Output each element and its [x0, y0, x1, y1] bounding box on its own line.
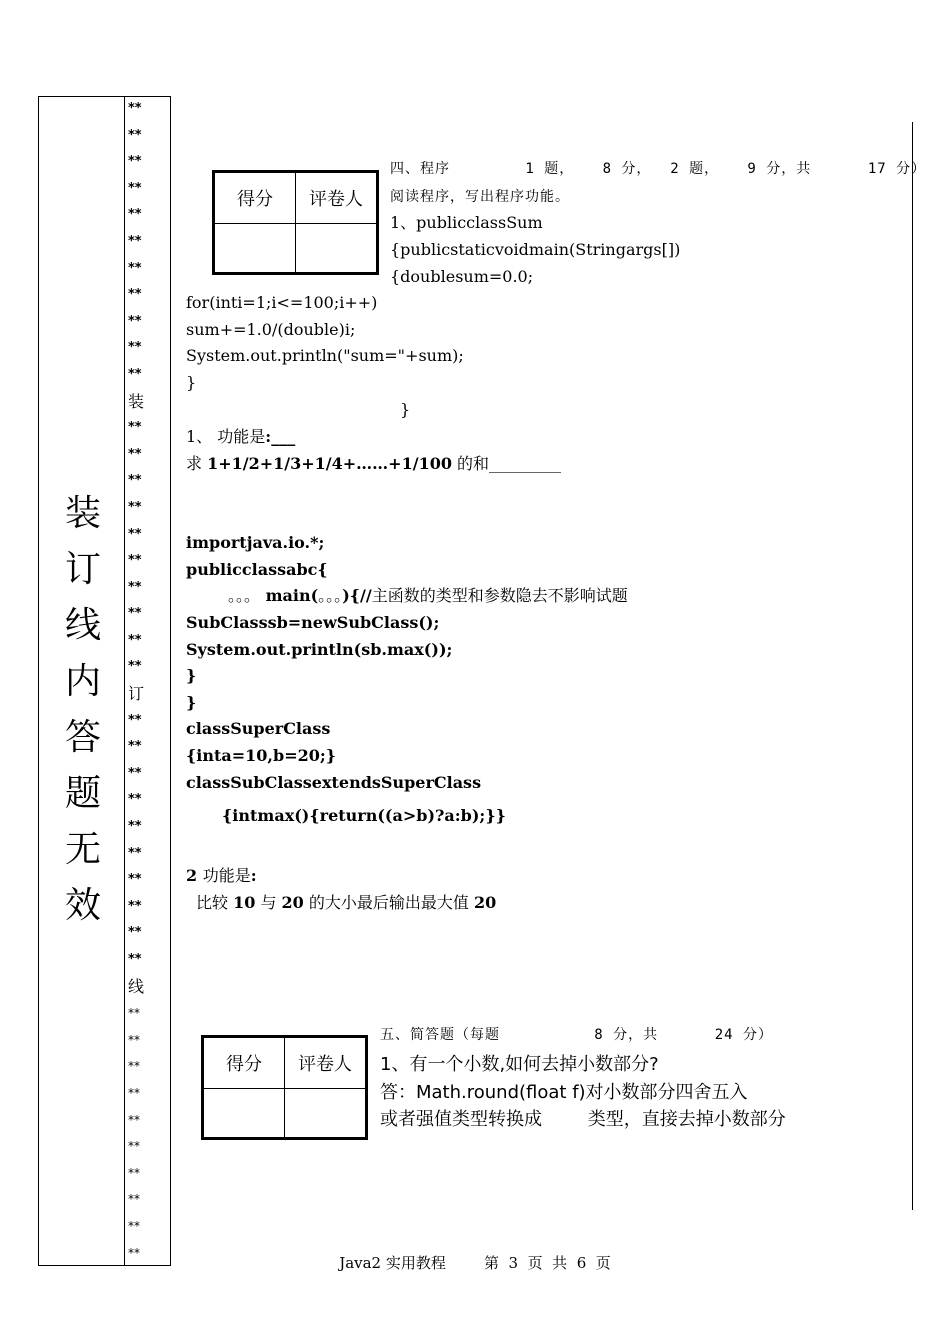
code-line: {publicstaticvoidmain(Stringargs[]) [390, 240, 681, 259]
code-line: {inta=10,b=20;} [186, 746, 337, 765]
code-line: } [186, 373, 197, 392]
star-mark: ** [128, 499, 142, 515]
star-mark: ** [128, 313, 142, 329]
margin-char-ding: 订 [128, 684, 145, 704]
notice-char: 装 [64, 493, 101, 534]
star-mark: ** [128, 446, 142, 462]
score-box-section5 [201, 1035, 368, 1140]
code-line: } [186, 666, 197, 685]
binding-stars-column [128, 96, 168, 1266]
question2-answer: 比较 10 与 20 的大小最后输出最大值 20 [196, 893, 497, 912]
score-label: 得分 [203, 1037, 285, 1089]
star-mark: ** [128, 712, 142, 728]
margin-char-xian: 线 [128, 976, 145, 996]
question2-label: 2 功能是: [186, 866, 257, 885]
star-mark: ** [128, 1245, 140, 1260]
notice-char: 订 [64, 549, 101, 590]
short-answer-response-line2: 或者强值类型转换成 类型，直接去掉小数部分 [380, 1109, 786, 1130]
section5-header: 五、简答题（每题 8 分，共 24 分） [380, 1027, 774, 1043]
section4-instruction: 阅读程序，写出程序功能。 [390, 189, 570, 205]
notice-char: 效 [64, 885, 101, 926]
star-mark: ** [128, 1112, 140, 1127]
notice-char: 题 [64, 773, 101, 814]
code-line: } [186, 693, 197, 712]
star-mark: ** [128, 340, 142, 356]
star-mark: ** [128, 845, 142, 861]
code-line: SubClasssb=newSubClass(); [186, 613, 440, 632]
grader-cell [296, 224, 378, 274]
star-mark: ** [128, 898, 142, 914]
star-mark: ** [128, 180, 142, 196]
right-border-rule [912, 122, 913, 1210]
star-mark: ** [128, 579, 142, 595]
star-mark: ** [128, 1139, 140, 1154]
star-mark: ** [128, 1085, 140, 1100]
code-line: sum+=1.0/(double)i; [186, 320, 356, 339]
star-mark: ** [128, 1006, 140, 1021]
star-mark: ** [128, 366, 142, 382]
star-mark: ** [128, 765, 142, 781]
main-method-line: 。。。 main(。。。){//主函数的类型和参数隐去不影响试题 [228, 586, 628, 605]
star-mark: ** [128, 659, 142, 675]
notice-char: 无 [64, 829, 101, 870]
binding-line-notice [58, 486, 108, 934]
code-line: importjava.io.*; [186, 533, 325, 552]
star-mark: ** [128, 473, 142, 489]
code-line: 1、publicclassSum [390, 213, 543, 232]
grader-cell [285, 1089, 367, 1139]
star-mark: ** [128, 872, 142, 888]
notice-char: 内 [64, 661, 101, 702]
star-mark: ** [128, 952, 142, 967]
binding-margin-divider [124, 96, 125, 1266]
page-footer: Java2 实用教程 第 3 页 共 6 页 [339, 1254, 611, 1272]
star-mark: ** [128, 260, 142, 276]
star-mark: ** [128, 207, 142, 223]
code-line: classSubClassextendsSuperClass [186, 773, 482, 792]
score-box-section4 [212, 170, 379, 275]
grader-label: 评卷人 [296, 172, 378, 224]
score-label: 得分 [214, 172, 296, 224]
question1-label: 1、 功能是:___ [186, 427, 296, 446]
question1-answer: 求 1+1/2+1/3+1/4+……+1/100 的和_________ [186, 454, 562, 473]
code-line: System.out.println("sum="+sum); [186, 346, 464, 365]
code-line: publicclassabc{ [186, 560, 328, 579]
code-line: } [400, 400, 411, 419]
score-cell [203, 1089, 285, 1139]
code-line: System.out.println(sb.max()); [186, 640, 453, 659]
code-line: classSuperClass [186, 719, 331, 738]
star-mark: ** [128, 632, 142, 648]
star-mark: ** [128, 1192, 140, 1207]
short-answer-response-line1: 答：Math.round(float f)对小数部分四舍五入 [380, 1082, 748, 1103]
star-mark: ** [128, 287, 142, 303]
star-mark: ** [128, 101, 142, 116]
star-mark: ** [128, 233, 142, 249]
star-mark: ** [128, 1059, 140, 1074]
star-mark: ** [128, 606, 142, 622]
grader-label: 评卷人 [285, 1037, 367, 1089]
star-mark: ** [128, 925, 142, 941]
code-line: {intmax(){return((a>b)?a:b);}} [222, 806, 506, 825]
star-mark: ** [128, 1165, 140, 1180]
star-mark: ** [128, 420, 142, 436]
star-mark: ** [128, 819, 142, 835]
star-mark: ** [128, 1032, 140, 1047]
code-line: for(inti=1;i<=100;i++) [186, 293, 378, 312]
star-mark: ** [128, 154, 142, 170]
star-mark: ** [128, 1218, 140, 1233]
short-answer-question1: 1、有一个小数,如何去掉小数部分? [380, 1054, 659, 1075]
notice-char: 答 [64, 717, 101, 758]
section4-header: 四、程序 1 题， 8 分， 2 题， 9 分，共 17 分） [390, 161, 927, 177]
star-mark: ** [128, 792, 142, 808]
star-mark: ** [128, 739, 142, 755]
star-mark: ** [128, 553, 142, 569]
score-cell [214, 224, 296, 274]
notice-char: 线 [64, 605, 101, 646]
star-mark: ** [128, 127, 142, 143]
margin-char-zhuang: 装 [128, 391, 145, 411]
code-line: {doublesum=0.0; [390, 267, 534, 286]
star-mark: ** [128, 526, 142, 542]
